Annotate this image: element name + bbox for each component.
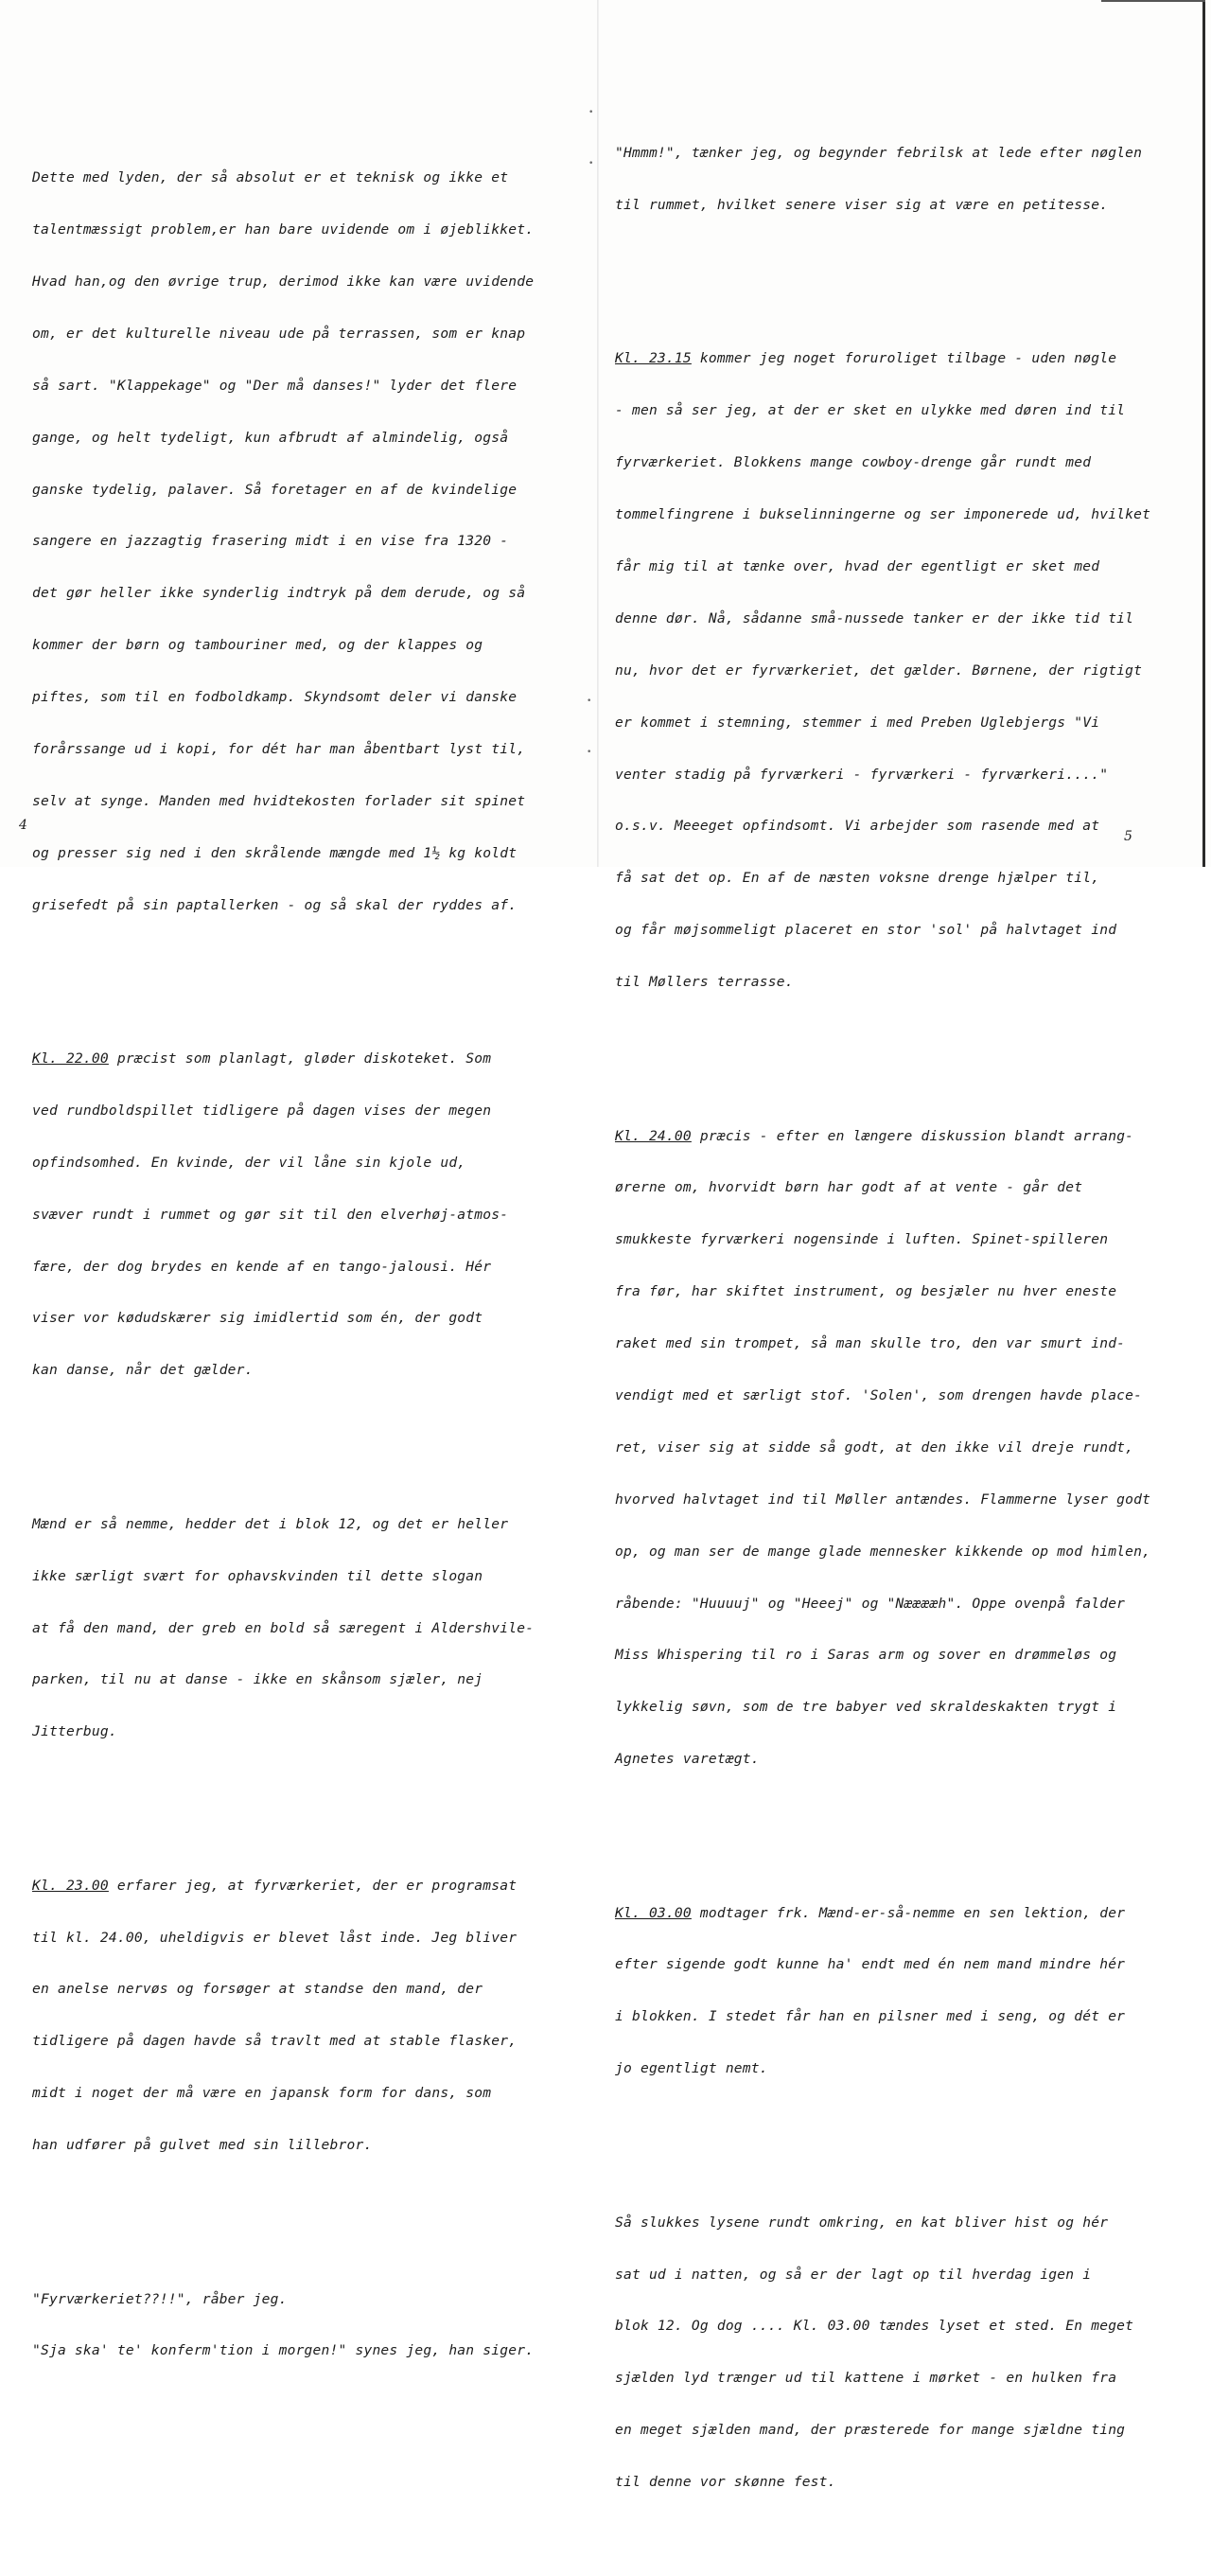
paragraph [32, 135, 590, 949]
text-line: raket med sin trompet, så man skulle tro, den var smurt ind- [615, 1335, 1126, 1352]
text-line: denne dør. Nå, sådanne små-nussede tanker er der ikke tid til [615, 609, 1134, 626]
page-edge [1101, 0, 1205, 2]
text-line: "Hmmm!", tænker jeg, og begynder febrilsk at lede efter nøglen [615, 145, 1143, 162]
text-line: parken, til nu at danse - ikke en skånsom sjæler, nej [32, 1671, 483, 1688]
page-edge [1202, 0, 1205, 867]
text-line: ikke særligt svært for ophavskvinden til dette slogan [32, 1567, 483, 1584]
text-line: venter stadig på fyrværkeri - fyrværkeri - fyrværkeri...." [615, 766, 1109, 783]
right-text-column [615, 76, 1183, 2576]
text-line: "Fyrværkeriet??!!", råber jeg. [32, 2290, 288, 2307]
paragraph [32, 1843, 590, 2189]
text-line: Hvad han,og den øvrige trup, derimod ikke kan være uvidende [32, 273, 535, 290]
right-page [587, 0, 1211, 2491]
text-line: vendigt med et særligt stof. 'Solen', som drengen havde place- [615, 1386, 1143, 1403]
text-line: piftes, som til en fodboldkamp. Skyndsomt deler vi danske [32, 689, 518, 706]
text-line: Mænd er så nemme, hedder det i blok 12, og det er heller [32, 1515, 509, 1532]
text-line: Dette med lyden, der så absolut er et teknisk og ikke et [32, 169, 509, 186]
text-line: gange, og helt tydeligt, kun afbrudt af almindelig, også [32, 429, 509, 446]
text-line: o.s.v. Meeeget opfindsomt. Vi arbejder som rasende med at [615, 818, 1100, 835]
text-fragment: præcis - efter en længere diskussion blandt arrang- [691, 1127, 1134, 1144]
margin-mark: • [588, 159, 594, 168]
text-line: til Møllers terrasse. [615, 974, 794, 991]
text-line: opfindsomhed. En kvinde, der vil låne sin kjole ud, [32, 1154, 466, 1171]
paragraph [615, 2179, 1183, 2526]
text-line: er kommet i stemning, stemmer i med Preben Uglebjergs "Vi [615, 714, 1100, 731]
text-fragment: præcist som planlagt, gløder diskoteket. Som [108, 1050, 492, 1067]
page-number: 5 [1124, 829, 1132, 844]
paragraph [615, 1093, 1183, 1803]
text-line: om, er det kulturelle niveau ude på terrassen, som er knap [32, 325, 526, 342]
text-line: nu, hvor det er fyrværkeriet, det gælder. Børnene, der rigtigt [615, 662, 1143, 679]
paragraph [32, 2256, 590, 2394]
text-line: fære, der dog brydes en kende af en tango-jalousi. Hér [32, 1258, 492, 1275]
paragraph [32, 1481, 590, 1775]
text-line: tidligere på dagen havde så travlt med at stable flasker, [32, 2033, 518, 2050]
text-line: ret, viser sig at sidde så godt, at den ikke vil dreje rundt, [615, 1438, 1134, 1456]
margin-mark: • [587, 697, 592, 706]
text-line: kan danse, når det gælder. [32, 1362, 254, 1379]
text-line: til kl. 24.00, uheldigvis er blevet låst inde. Jeg bliver [32, 1929, 518, 1946]
text-line: sangere en jazzagtig frasering midt i en vise fra 1320 - [32, 533, 509, 550]
text-line: sat ud i natten, og så er der lagt op til hverdag igen i [615, 2266, 1092, 2283]
text-line [615, 350, 1183, 367]
text-line: Agnetes varetægt. [615, 1751, 760, 1768]
text-line: selv at synge. Manden med hvidtekosten forlader sit spinet [32, 792, 526, 809]
text-line: forårssange ud i kopi, for dét har man åbentbart lyst til, [32, 740, 526, 757]
text-line: sjælden lyd trænger ud til kattene i mørket - en hulken fra [615, 2370, 1117, 2387]
paragraph [615, 316, 1183, 1026]
text-line: fra før, har skiftet instrument, og besjæler nu hver eneste [615, 1283, 1117, 1300]
paragraph [615, 1870, 1183, 2112]
text-line: "Sja ska' te' konferm'tion i morgen!" synes jeg, han siger. [32, 2342, 535, 2359]
text-line: råbende: "Huuuuj" og "Heeej" og "Nææææh". Oppe ovenpå falder [615, 1595, 1126, 1612]
time-tag: Kl. 24.00 [615, 1127, 692, 1144]
paragraph [615, 111, 1183, 249]
time-tag: Kl. 23.00 [32, 1877, 109, 1894]
text-line: til denne vor skønne fest. [615, 2474, 836, 2491]
text-line: i blokken. I stedet får han en pilsner med i seng, og dét er [615, 2008, 1126, 2025]
text-line [615, 1905, 1183, 1922]
text-line: Jitterbug. [32, 1723, 117, 1740]
text-line: og får møjsommeligt placeret en stor 'sol' på halvtaget ind [615, 922, 1117, 939]
margin-mark: • [588, 108, 594, 117]
text-line: og presser sig ned i den skrålende mængde med 1½ kg koldt [32, 844, 518, 861]
page-number: 4 [19, 818, 27, 833]
text-line: grisefedt på sin paptallerken - og så skal der ryddes af. [32, 896, 518, 913]
text-line: at få den mand, der greb en bold så særegent i Aldershvile- [32, 1619, 535, 1636]
text-line: svæver rundt i rummet og gør sit til den elverhøj-atmos- [32, 1206, 509, 1223]
text-line: kommer der børn og tambouriner med, og der klappes og [32, 637, 483, 654]
text-line: får mig til at tænke over, hvad der egentligt er sket med [615, 558, 1100, 575]
text-line: en anelse nervøs og forsøger at standse den mand, der [32, 1981, 483, 1998]
text-line: tommelfingrene i bukselinningerne og ser imponerede ud, hvilket [615, 506, 1151, 523]
margin-mark: • [587, 748, 592, 757]
time-tag: Kl. 23.15 [615, 350, 692, 367]
text-line: talentmæssigt problem,er han bare uvidende om i øjeblikket. [32, 221, 535, 238]
text-line [32, 1050, 590, 1067]
left-page [0, 0, 598, 2359]
text-line: op, og man ser de mange glade mennesker kikkende op mod himlen, [615, 1543, 1151, 1560]
text-line: ganske tydelig, palaver. Så foretager en af de kvindelige [32, 481, 518, 498]
text-line: det gør heller ikke synderlig indtryk på dem derude, og så [32, 585, 526, 602]
text-line: jo egentligt nemt. [615, 2060, 768, 2077]
text-line: Så slukkes lysene rundt omkring, en kat bliver hist og hér [615, 2214, 1109, 2231]
paragraph [32, 1015, 590, 1414]
text-line: lykkelig søvn, som de tre babyer ved skraldeskakten trygt i [615, 1699, 1117, 1716]
left-text-column [32, 100, 590, 2444]
text-line: ved rundboldspillet tidligere på dagen vises der megen [32, 1102, 492, 1119]
text-line: hvorved halvtaget ind til Møller antændes. Flammerne lyser godt [615, 1491, 1151, 1508]
text-line: til rummet, hvilket senere viser sig at være en petitesse. [615, 197, 1109, 214]
text-fragment: erfarer jeg, at fyrværkeriet, der er programsat [108, 1877, 518, 1894]
text-line: - men så ser jeg, at der er sket en ulykke med døren ind til [615, 402, 1126, 419]
text-line: så sart. "Klappekage" og "Der må danses!" lyder det flere [32, 377, 518, 394]
text-fragment: kommer jeg noget foruroliget tilbage - uden nøgle [691, 350, 1117, 367]
text-line: Miss Whispering til ro i Saras arm og sover en drømmeløs og [615, 1647, 1117, 1664]
text-line [32, 1878, 590, 1895]
text-line: blok 12. Og dog .... Kl. 03.00 tændes lyset et sted. En meget [615, 2318, 1134, 2335]
text-line: få sat det op. En af de næsten voksne drenge hjælper til, [615, 870, 1100, 887]
text-line: midt i noget der må være en japansk form for dans, som [32, 2085, 492, 2102]
text-line: smukkeste fyrværkeri nogensinde i luften. Spinet-spilleren [615, 1231, 1109, 1248]
text-line: en meget sjælden mand, der præsterede for mange sjældne ting [615, 2422, 1126, 2439]
text-fragment: modtager frk. Mænd-er-så-nemme en sen lektion, der [691, 1904, 1126, 1921]
time-tag: Kl. 22.00 [32, 1050, 109, 1067]
text-line: efter sigende godt kunne ha' endt med én nem mand mindre hér [615, 1956, 1126, 1973]
text-line: ørerne om, hvorvidt børn har godt af at vente - går det [615, 1179, 1083, 1196]
text-line [615, 1128, 1183, 1145]
time-tag: Kl. 03.00 [615, 1904, 692, 1921]
text-line: han udfører på gulvet med sin lillebror. [32, 2137, 373, 2154]
text-line: viser vor kødudskærer sig imidlertid som én, der godt [32, 1310, 483, 1327]
text-line: fyrværkeriet. Blokkens mange cowboy-drenge går rundt med [615, 454, 1092, 471]
